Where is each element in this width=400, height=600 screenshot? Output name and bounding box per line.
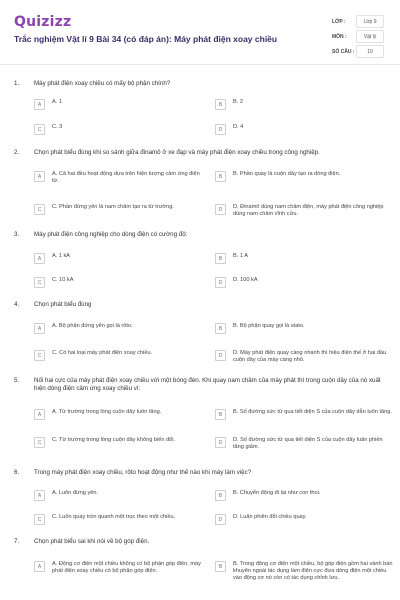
answer-option[interactable] [215,490,393,501]
worksheet-title: Trắc nghiệm Vật lí 9 Bài 34 (có đáp án): Máy phát điện xoay chiều [14,34,278,44]
option-text: B. Trong động cơ điện một chiều, bộ góp điện gồm hai vành bán khuyên ngoài tác dụng làm điện cực đưa dòng điện một chiều vào động cơ nó còn có tác dụng chỉnh lưu. [233,561,393,582]
answer-option[interactable] [215,277,393,288]
option-text: C. Phần đứng yên là nam châm tạo ra từ trường. [52,204,174,210]
answer-option[interactable] [215,514,393,525]
option-text: D. Đinamô dùng nam châm điện, máy phát điện công nghiệp dùng nam châm vĩnh cửu. [233,204,384,218]
option-text: B. 2 [233,99,243,105]
question-number: 5. [14,377,20,384]
option-letter-box: D [215,514,226,525]
option-letter-box: C [34,514,45,525]
option-letter-box: B [215,490,226,501]
option-letter-box: B [215,99,226,110]
option-text: B. Chuyển động đi lại như con thoi. [233,490,321,496]
option-text: A. Luôn đứng yên. [52,490,99,496]
question-text: Trong máy phát điện xoay chiều, rôto hoạt động như thế nào khi máy làm việc? [34,469,252,476]
answer-option[interactable] [34,561,202,575]
option-letter-box: B [215,253,226,264]
question-number: 3. [14,231,20,238]
option-text: A. Bộ phận đứng yên gọi là rôto. [52,323,133,329]
meta-class-label: LỚP : [332,18,346,25]
answer-option[interactable] [34,204,202,215]
option-text: C. Từ trường trong lòng cuộn dây không biến đổi. [52,437,176,443]
option-text: A. Cả hai đều hoạt động dựa trên hiện tượng cảm ứng điện từ. [52,171,200,185]
answer-option[interactable] [34,171,202,185]
answer-option[interactable] [215,99,393,110]
option-letter-box: B [215,561,226,572]
meta-count-label: SỐ CÂU : [332,48,355,55]
option-text: C. Có hai loại máy phát điện xoay chiều. [52,350,153,356]
answer-option[interactable] [34,437,202,448]
question-number: 1. [14,80,20,87]
option-letter-box: D [215,124,226,135]
option-letter-box: A [34,409,45,420]
answer-option[interactable] [215,253,393,264]
option-text: A. 1 [52,99,62,105]
option-letter-box: A [34,561,45,572]
question-number: 6. [14,469,20,476]
meta-subject-value: Vật lý [356,30,384,43]
option-text: D. Máy phát điện quay càng nhanh thì hiệu điện thế ở hai đầu cuộn dây của máy càng nhỏ. [233,350,387,364]
question-text: Chọn phát biểu đúng [34,301,92,308]
option-text: B. Số đường sức từ qua tiết diện S của cuộn dây dẫn luôn tăng. [233,409,392,415]
option-letter-box: B [215,409,226,420]
question-number: 2. [14,149,20,156]
meta-subject-label: MÔN : [332,33,347,40]
option-text: C. 10 kA [52,277,74,283]
question-text: Máy phát điện công nghiệp cho dòng điện có cường độ: [34,231,188,238]
option-text: C. 3 [52,124,63,130]
option-letter-box: B [215,171,226,182]
meta-count-value: 10 [356,45,384,58]
answer-option[interactable] [215,437,393,451]
option-text: B. Phần quay là cuộn dây tạo ra dòng điện. [233,171,341,177]
answer-option[interactable] [34,514,202,525]
option-text: A. 1 kA [52,253,71,259]
question-text: Chọn phát biểu đúng khi so sánh giữa đinamô ở xe đạp và máy phát điện xoay chiều trong công nghiệp. [34,149,320,156]
answer-option[interactable] [34,350,202,361]
answer-option[interactable] [215,409,393,420]
option-text: B. Bộ phận quay gọi là stato. [233,323,305,329]
answer-option[interactable] [215,323,393,334]
option-letter-box: A [34,253,45,264]
option-letter-box: C [34,277,45,288]
quizizz-logo: Quizizz [14,14,72,30]
option-letter-box: C [34,350,45,361]
meta-class-value: Lớp 9 [356,15,384,28]
option-letter-box: A [34,323,45,334]
option-text: A. Từ trường trong lòng cuộn dây luôn tăng. [52,409,162,415]
question-text: Máy phát điện xoay chiều có mấy bộ phận chính? [34,80,171,87]
answer-option[interactable] [34,253,202,264]
answer-option[interactable] [34,490,202,501]
option-letter-box: C [34,437,45,448]
answer-option[interactable] [215,561,393,583]
option-letter-box: D [215,350,226,361]
option-text: D. 100 kA [233,277,258,283]
option-text: D. Số đường sức từ qua tiết diện S của cuộn dây luân phiên tăng giảm. [233,437,383,451]
option-letter-box: D [215,277,226,288]
answer-option[interactable] [34,277,202,288]
answer-option[interactable] [34,323,202,334]
option-text: D. 4 [233,124,244,130]
question-text: Chọn phát biểu sai khi nói về bộ góp điện. [34,538,150,545]
answer-option[interactable] [215,350,393,364]
option-text: C. Luôn quay tròn quanh một trục theo một chiều. [52,514,176,520]
answer-option[interactable] [215,204,393,218]
option-letter-box: A [34,171,45,182]
option-letter-box: B [215,323,226,334]
answer-option[interactable] [34,124,202,135]
option-text: D. Luân phiên đổi chiều quay. [233,514,307,520]
answer-option[interactable] [215,171,393,182]
answer-option[interactable] [215,124,393,135]
option-text: B. 1 A [233,253,248,259]
option-letter-box: C [34,124,45,135]
answer-option[interactable] [34,409,202,420]
question-number: 4. [14,301,20,308]
option-letter-box: A [34,490,45,501]
option-text: A. Động cơ điện một chiều không có bộ phận góp điện, máy phát điện xoay chiều có bộ phận góp điện. [52,561,201,575]
option-letter-box: D [215,437,226,448]
option-letter-box: D [215,204,226,215]
option-letter-box: C [34,204,45,215]
question-text: Nối hai cực của máy phát điện xoay chiều với một bóng đèn. Khi quay nam châm của máy phát thì trong cuộn dây của nó xuất hiện dòng điện cảm ứng xoay chiều vì: [34,377,381,392]
answer-option[interactable] [34,99,202,110]
option-letter-box: A [34,99,45,110]
question-number: 7. [14,538,20,545]
